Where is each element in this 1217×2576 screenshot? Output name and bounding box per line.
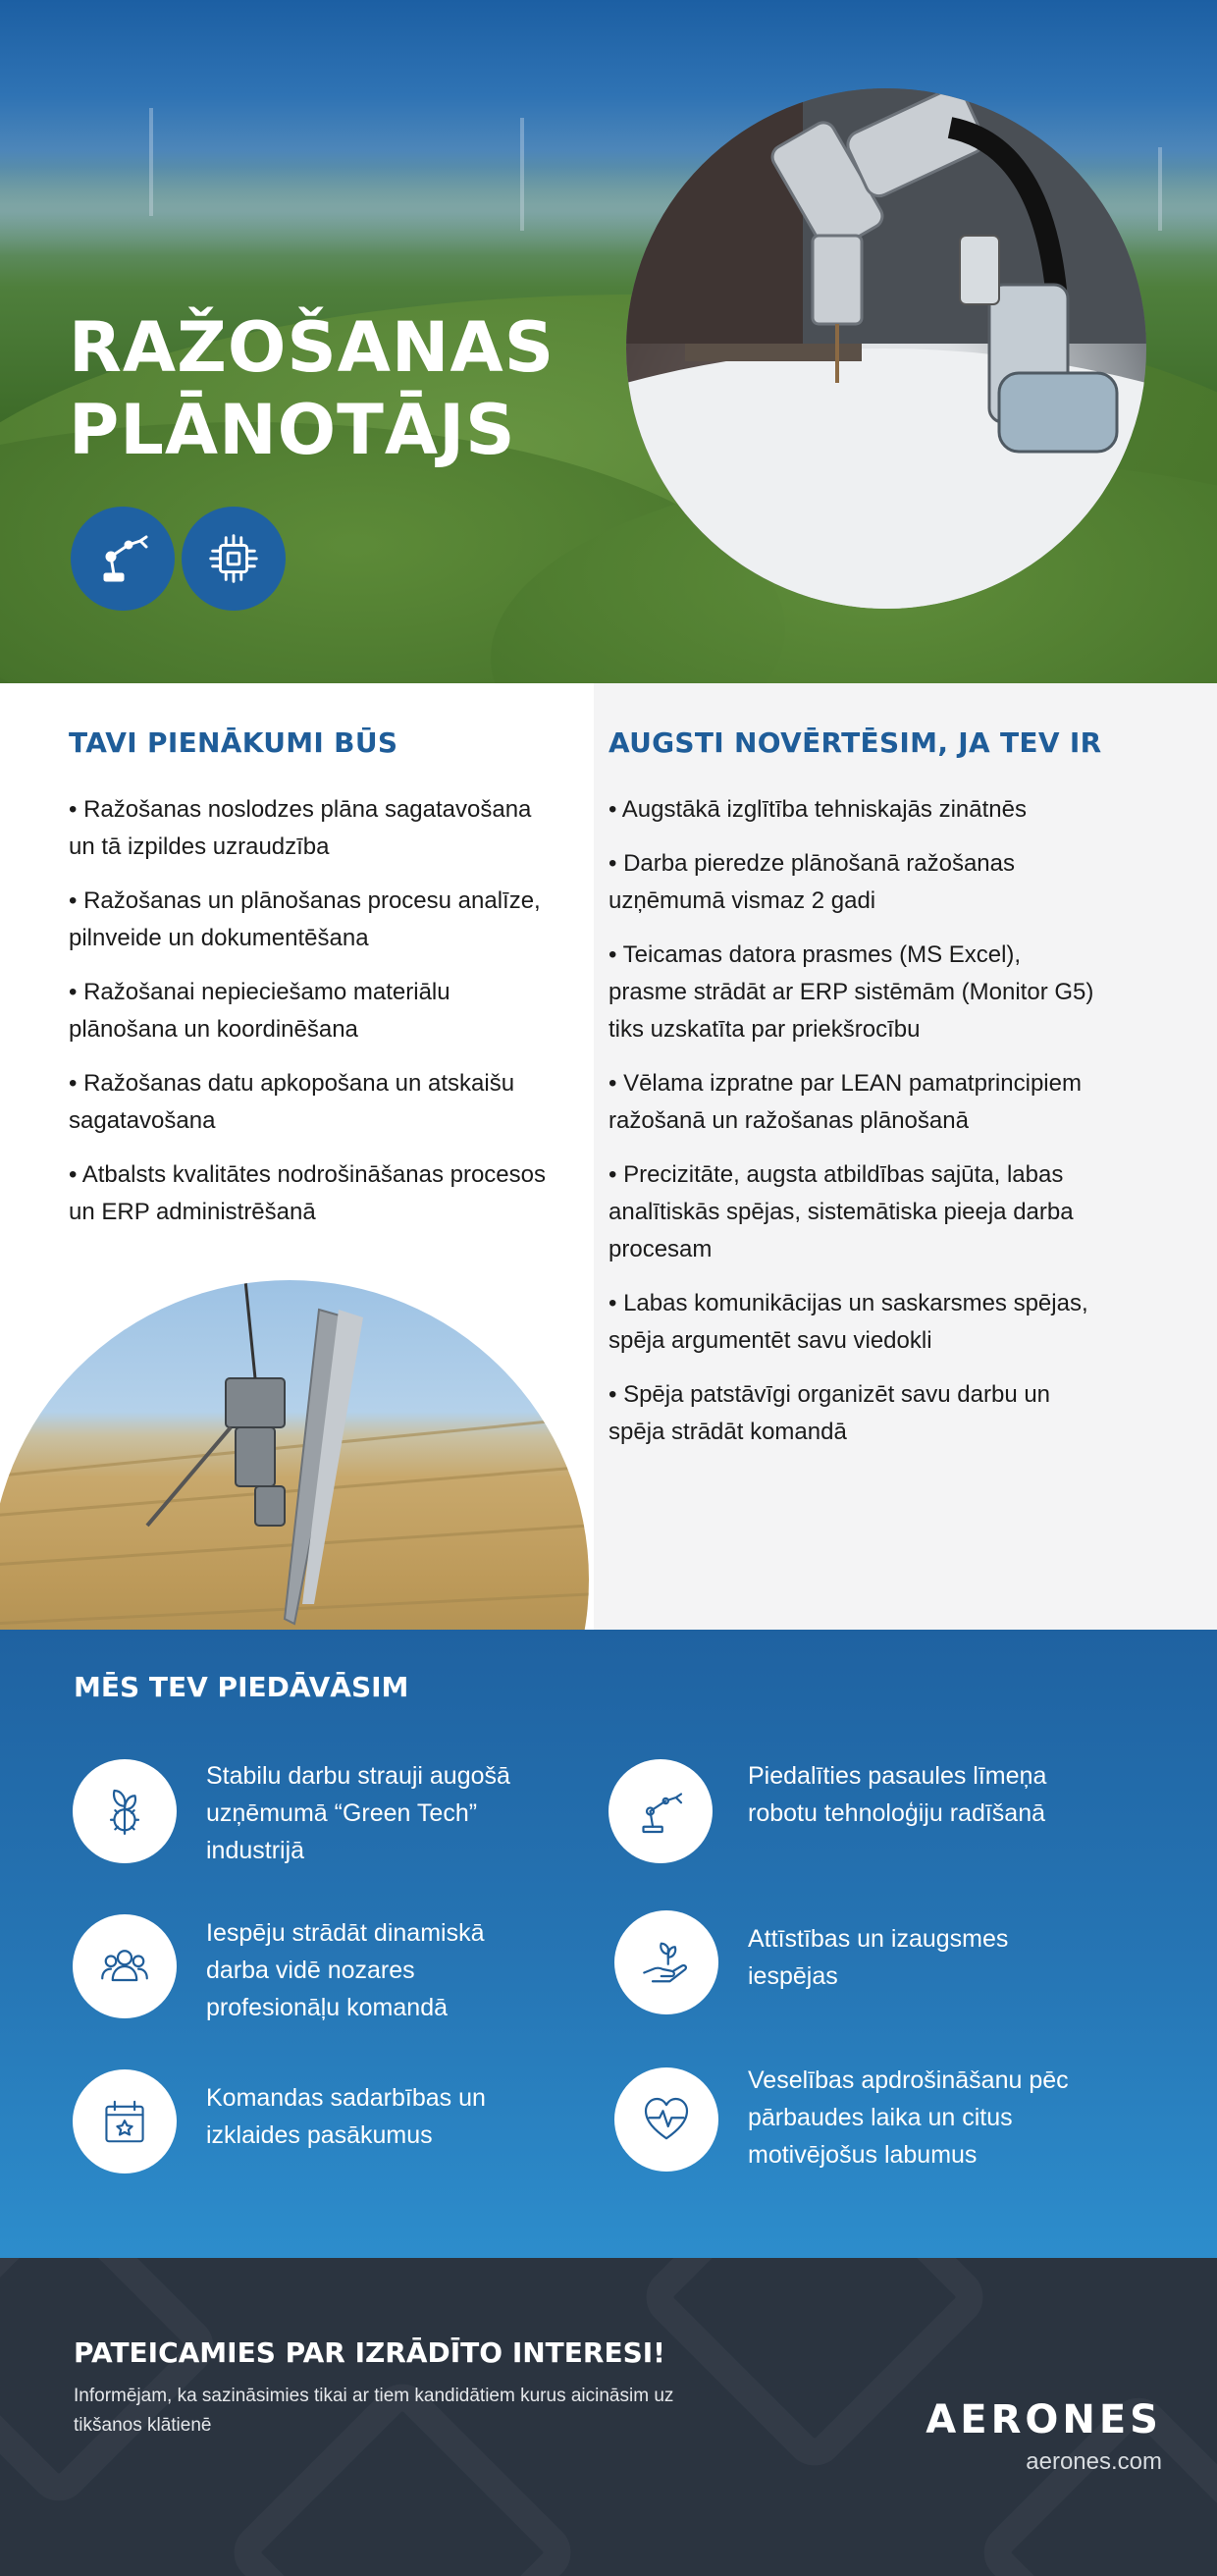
background-pattern <box>634 2258 995 2478</box>
duties-panel <box>0 683 594 1630</box>
wind-turbine-tower <box>1158 147 1162 231</box>
chip-icon <box>182 507 286 611</box>
website-link[interactable]: aerones.com <box>1026 2448 1162 2475</box>
brand-logo: AERONES <box>926 2397 1162 2442</box>
robot-arm-icon <box>608 1759 713 1863</box>
thank-you-title: PATEICAMIES PAR IZRĀDĪTO INTERESI! <box>74 2336 665 2369</box>
list-item: • Labas komunikācijas un saskarsmes spējas, spēja argumentēt savu viedokli <box>608 1290 1088 1354</box>
heart-pulse-icon <box>614 2067 718 2172</box>
offer-item-text: Stabilu darbu strauji augošā uzņēmumā “Green Tech” industrijā <box>206 1762 510 1864</box>
duties-list <box>69 791 559 1248</box>
offer-item-text: Iespēju strādāt dinamiskā darba vidē nozares profesionāļu komandā <box>206 1919 485 2021</box>
list-item: • Ražošanai nepieciešamo materiālu plānošana un koordinēšana <box>69 979 450 1043</box>
offer-item-text: Piedalīties pasaules līmeņa robotu tehnoloģiju radīšanā <box>748 1762 1047 1827</box>
job-details <box>0 683 1217 1630</box>
title-line-2: PLĀNOTĀJS <box>69 390 516 470</box>
list-item: • Ražošanas datu apkopošana un atskaišu sagatavošana <box>69 1070 515 1134</box>
list-item: • Spēja patstāvīgi organizēt savu darbu un spēja strādāt komandā <box>608 1381 1051 1445</box>
list-item: • Darba pieredze plānošanā ražošanas uzņēmumā vismaz 2 gadi <box>608 850 1015 914</box>
robot-arm-photo <box>626 88 1146 609</box>
team-icon <box>73 1914 177 2018</box>
offer-section <box>0 1630 1217 2258</box>
list-item: • Atbalsts kvalitātes nodrošināšanas procesos un ERP administrēšanā <box>69 1161 546 1225</box>
footer <box>0 2258 1217 2576</box>
contact-note: Informējam, ka sazināsimies tikai ar tiem kandidātiem kurus aicināsim uz tikšanos klātienē <box>74 2386 674 2436</box>
wind-turbine-tower <box>520 118 524 231</box>
offer-title: MĒS TEV PIEDĀVĀSIM <box>74 1671 409 1703</box>
list-item: • Ražošanas noslodzes plāna sagatavošana un tā izpildes uzraudzība <box>69 796 532 860</box>
offer-item-text: Veselības apdrošināšanu pēc pārbaudes laika un citus motivējošus labumus <box>748 2066 1069 2169</box>
wind-turbine-tower <box>149 108 153 216</box>
requirements-panel <box>594 683 1217 1630</box>
calendar-star-icon <box>73 2069 177 2174</box>
title-line-1: RAŽOŠANAS <box>69 307 556 388</box>
page-title <box>69 306 618 471</box>
list-item: • Ražošanas un plānošanas procesu analīze, pilnveide un dokumentēšana <box>69 887 541 951</box>
offer-item-text: Attīstības un izaugsmes iespējas <box>748 1925 1009 1990</box>
robot-arm-icon <box>71 507 175 611</box>
list-item: • Teicamas datora prasmes (MS Excel), prasme strādāt ar ERP sistēmām (Monitor G5) tiks uzskatīta par priekšrocību <box>608 941 1094 1043</box>
duties-title: TAVI PIENĀKUMI BŪS <box>69 726 398 759</box>
requirements-list <box>608 791 1099 1468</box>
list-item: • Augstākā izglītība tehniskajās zinātnēs <box>608 796 1027 823</box>
requirements-title: AUGSTI NOVĒRTĒSIM, JA TEV IR <box>608 726 1102 759</box>
hero-banner <box>0 0 1217 683</box>
hand-plant-icon <box>614 1910 718 2014</box>
plant-gear-icon <box>73 1759 177 1863</box>
list-item: • Vēlama izpratne par LEAN pamatprincipiem ražošanā un ražošanas plānošanā <box>608 1070 1082 1134</box>
wind-blade-robot-photo <box>0 1280 589 1630</box>
list-item: • Precizitāte, augsta atbildības sajūta, labas analītiskās spējas, sistemātiska pieeja darba procesam <box>608 1161 1074 1262</box>
offer-item-text: Komandas sadarbības un izklaides pasākumus <box>206 2084 486 2149</box>
